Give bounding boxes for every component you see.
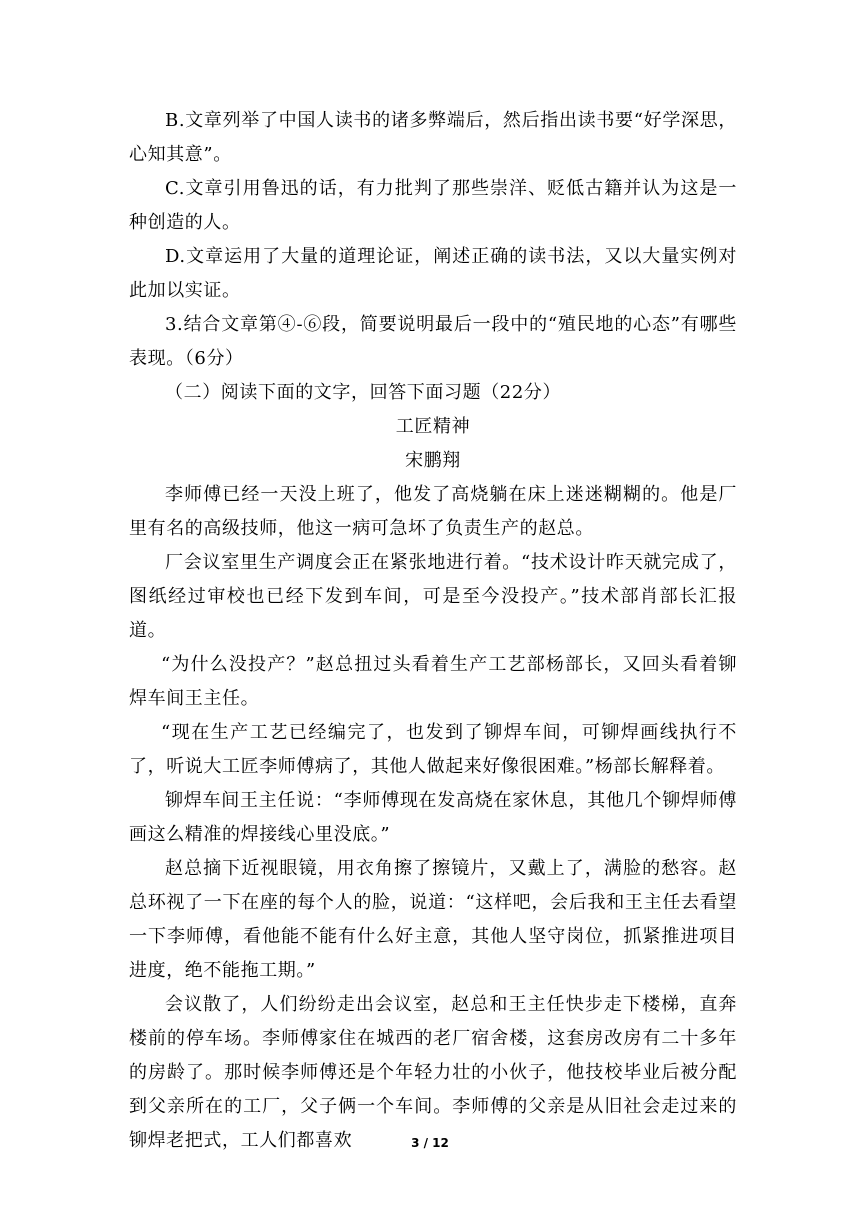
paragraph-2: 厂会议室里生产调度会正在紧张地进行着。“技术设计昨天就完成了，图纸经过审校也已经下发到车间，可是至今没投产。”技术部肖部长汇报道。: [129, 552, 737, 641]
option-c: C.文章引用鲁迅的话，有力批判了那些崇洋、贬低古籍并认为这是一种创造的人。: [129, 178, 737, 233]
story-author: 宋鹏翔: [405, 450, 461, 471]
story-title: 工匠精神: [395, 416, 471, 437]
paragraph-6: 赵总摘下近视眼镜，用衣角擦了擦镜片，又戴上了，满脸的愁容。赵总环视了一下在座的每个人的脸，说道：“这样吧，会后我和王主任去看望一下李师傅，看他能不能有什么好主意，其他人坚守岗位，抓紧推进项目进度，绝不能拖工期。”: [129, 858, 737, 981]
paragraph-7: 会议散了，人们纷纷走出会议室，赵总和王主任快步走下楼梯，直奔楼前的停车场。李师傅家住在城西的老厂宿舍楼，这套房改房有二十多年的房龄了。那时候李师傅还是个年轻力壮的小伙子，他技校毕业后被分配到父亲所在的工厂，父子俩一个车间。李师傅的父亲是从旧社会走过来的铆焊老把式，工人们都喜欢: [129, 994, 737, 1151]
paragraph-1: 李师傅已经一天没上班了，他发了高烧躺在床上迷迷糊糊的。他是厂里有名的高级技师，他这一病可急坏了负责生产的赵总。: [129, 484, 737, 539]
page-number: 3 / 12: [411, 1136, 449, 1150]
paragraph-4: “现在生产工艺已经编完了，也发到了铆焊车间，可铆焊画线执行不了，听说大工匠李师傅病了，其他人做起来好像很困难。”杨部长解释着。: [129, 722, 737, 777]
section-heading: （二）阅读下面的文字，回答下面习题（22分）: [165, 382, 562, 403]
option-b: B.文章列举了中国人读书的诸多弊端后，然后指出读书要“好学深思，心知其意”。: [129, 110, 737, 165]
option-d: D.文章运用了大量的道理论证，阐述正确的读书法，又以大量实例对此加以实证。: [129, 246, 737, 301]
question-3: 3.结合文章第④-⑥段，简要说明最后一段中的“殖民地的心态”有哪些表现。（6分）: [129, 314, 737, 369]
paragraph-5: 铆焊车间王主任说：“李师傅现在发高烧在家休息，其他几个铆焊师傅画这么精准的焊接线心里没底。”: [129, 790, 737, 845]
document-page: [129, 104, 737, 1158]
paragraph-3: “为什么没投产？”赵总扭过头看着生产工艺部杨部长，又回头看着铆焊车间王主任。: [129, 654, 737, 709]
